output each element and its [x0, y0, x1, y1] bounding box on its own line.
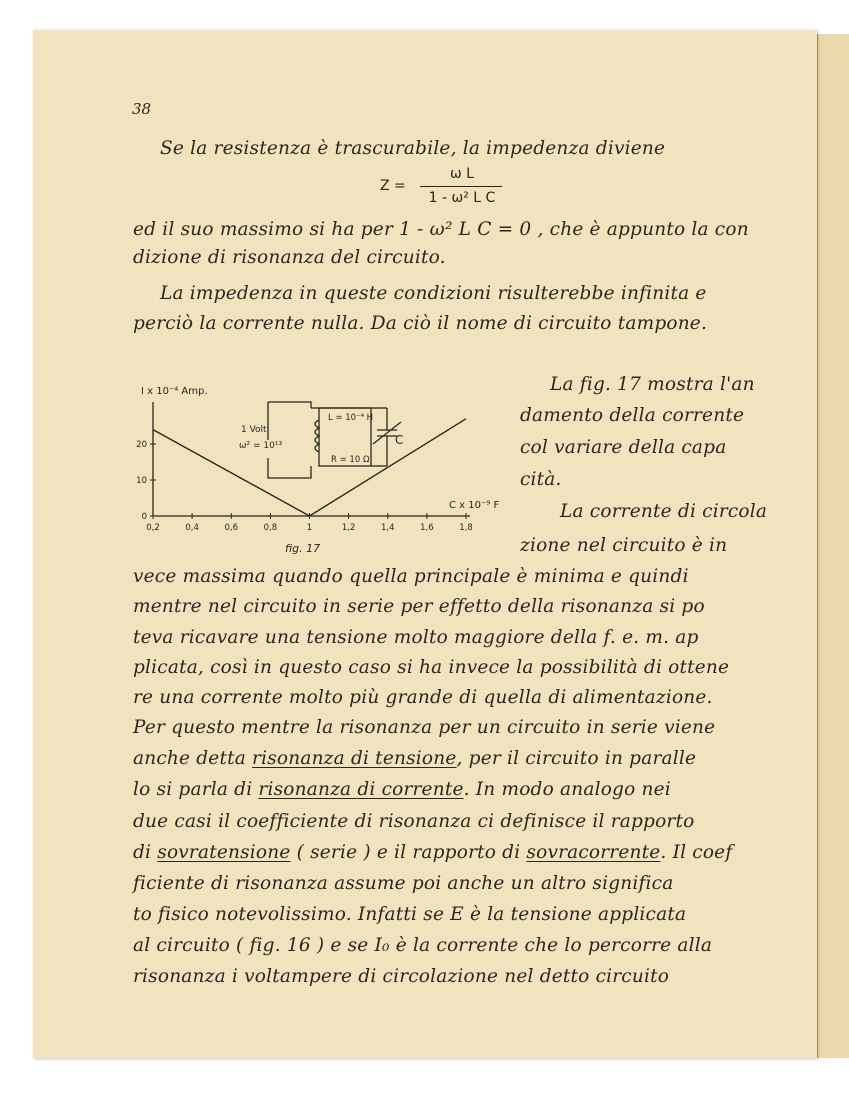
text-line [520, 437, 726, 458]
text-line [133, 313, 707, 334]
text-line [133, 566, 689, 587]
x-tick-label: 1,4 [380, 523, 395, 533]
text-segment: to fisico notevolissimo. Infatti se E è la tensione applicata [133, 904, 687, 925]
text-segment: perciò la corrente nulla. Da ciò il nome di circuito tampone. [133, 313, 708, 334]
text-segment: , per il circuito in paralle [456, 748, 697, 769]
circuit-inductance-label: L = 10⁻⁴ H [328, 413, 374, 423]
x-axis-label: C x 10⁻⁹ F [449, 500, 500, 511]
text-line [560, 501, 767, 522]
text-segment: La impedenza in queste condizioni risulterebbe infinita e [160, 283, 707, 304]
text-segment: ed il suo massimo si ha per 1 - ω² L C = 0 , che è appunto la con [133, 219, 749, 240]
text-segment: re una corrente molto più grande di quella di alimentazione. [133, 687, 713, 708]
underlying-page [817, 34, 849, 1058]
text-line [133, 627, 699, 648]
x-tick-label: 0,4 [185, 523, 199, 533]
text-line [133, 717, 715, 738]
text-segment: anche detta [133, 748, 253, 769]
text-segment: . In modo analogo nei [463, 779, 671, 800]
text-segment: risonanza i voltampere di circolazione nel detto circuito [133, 966, 670, 987]
underlined-term: sovracorrente [526, 842, 661, 863]
text-segment: teva ricavare una tensione molto maggiore della f. e. m. ap [133, 627, 699, 648]
text-line [133, 779, 671, 800]
circuit-resistance-label: R = 10 Ω [331, 455, 370, 465]
text-segment: dizione di risonanza del circuito. [133, 247, 446, 268]
x-tick-label: 1,8 [459, 523, 473, 533]
text-segment: col variare della capa [520, 437, 727, 458]
text-line [520, 405, 744, 426]
text-line [133, 247, 446, 268]
fraction-bar [420, 186, 502, 187]
text-segment: Per questo mentre la risonanza per un circuito in serie viene [133, 717, 716, 738]
chart-root [136, 402, 473, 533]
text-segment: ficiente di risonanza assume poi anche un altro significa [133, 873, 674, 894]
text-line [133, 873, 673, 894]
y-axis-label: I x 10⁻⁴ Amp. [141, 386, 208, 397]
text-line [133, 687, 713, 708]
figure-caption: fig. 17 [285, 542, 321, 555]
x-tick-label: 1 [306, 523, 313, 533]
current-series-line [153, 419, 466, 516]
text-segment: vece massima quando quella principale è minima e quindi [133, 566, 689, 587]
formula-numerator: ω L [450, 166, 474, 182]
text-line [520, 469, 562, 490]
page-number: 38 [132, 100, 152, 118]
text-segment: zione nel circuito è in [520, 535, 728, 556]
text-segment: di [133, 842, 158, 863]
impedance-formula [380, 162, 510, 214]
text-line [133, 842, 732, 863]
text-line [133, 596, 705, 617]
text-line [160, 138, 665, 159]
text-line [520, 535, 727, 556]
text-segment: due casi il coefficiente di risonanza ci definisce il rapporto [133, 811, 695, 832]
text-segment: al circuito ( fig. 16 ) e se I₀ è la corrente che lo percorre alla [133, 935, 713, 956]
text-segment: La corrente di circola [560, 501, 768, 522]
circuit-omega-label: ω² = 10¹³ [239, 441, 283, 451]
circuit-capacitor-label: C [395, 433, 404, 447]
figure-17-chart [133, 380, 513, 560]
formula-denominator: 1 - ω² L C [428, 190, 496, 206]
x-tick-label: 0,2 [146, 523, 160, 533]
underlined-term: risonanza di tensione [252, 748, 457, 769]
text-segment: Se la resistenza è trascurabile, la impedenza diviene [160, 138, 666, 159]
text-line [133, 219, 749, 240]
text-line [160, 283, 707, 304]
text-segment: mentre nel circuito in serie per effetto della risonanza si po [133, 596, 705, 617]
text-line [133, 935, 712, 956]
underlined-term: sovratensione [157, 842, 291, 863]
x-tick-label: 1,6 [420, 523, 434, 533]
text-line [133, 966, 669, 987]
text-segment: La fig. 17 mostra l'an [550, 374, 755, 395]
text-line [133, 748, 696, 769]
text-segment: cità. [520, 469, 562, 490]
text-segment: damento della corrente [520, 405, 745, 426]
formula-lhs: Z = [380, 178, 406, 194]
x-tick-label: 1,2 [341, 523, 356, 533]
underlined-term: risonanza di corrente [258, 779, 464, 800]
text-line [550, 374, 755, 395]
text-segment: ( serie ) e il rapporto di [290, 842, 527, 863]
text-line [133, 811, 694, 832]
y-tick-label: 20 [136, 440, 147, 450]
text-line [133, 657, 729, 678]
text-segment: . Il coef [660, 842, 733, 863]
circuit-source-label: 1 Volt [241, 425, 267, 435]
y-tick-label: 10 [136, 476, 147, 486]
text-segment: lo si parla di [133, 779, 259, 800]
text-line [133, 904, 686, 925]
y-tick-label: 0 [141, 512, 147, 522]
x-tick-label: 0,8 [263, 523, 278, 533]
text-segment: plicata, così in questo caso si ha invece la possibilità di ottene [133, 657, 730, 678]
x-tick-label: 0,6 [224, 523, 239, 533]
